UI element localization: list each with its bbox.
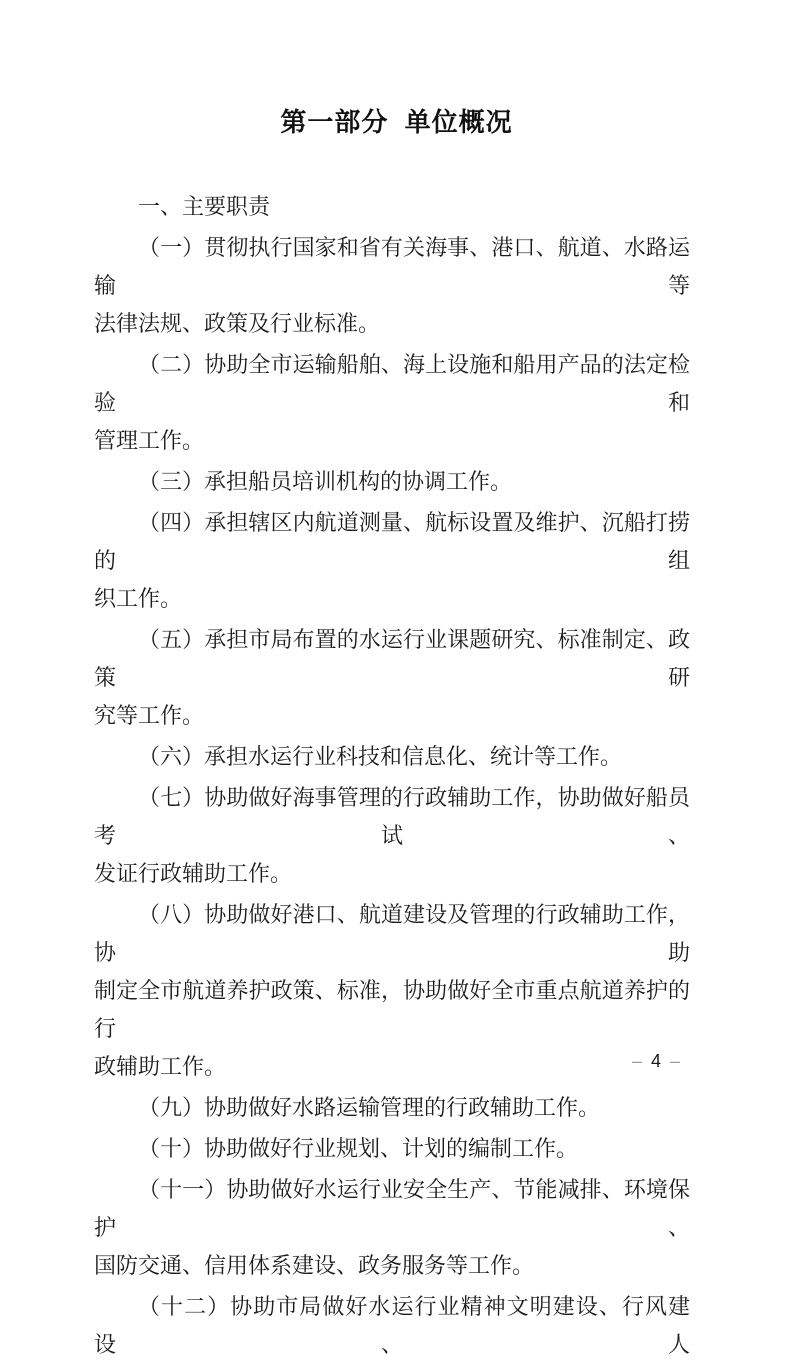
body-line: （一）贯彻执行国家和省有关海事、港口、航道、水路运输等 — [94, 235, 690, 298]
body-line: （三）承担船员培训机构的协调工作。 — [138, 469, 513, 494]
paragraph — [94, 779, 690, 893]
page-title: 第一部分 单位概况 — [280, 107, 513, 137]
body-line: （五）承担市局布置的水运行业课题研究、标准制定、政策研 — [94, 627, 690, 690]
body-line: （十二）协助市局做好水运行业精神文明建设、行风建设、人 — [94, 1294, 690, 1357]
paragraph — [94, 621, 690, 735]
body-line: （六）承担水运行业科技和信息化、统计等工作。 — [138, 744, 623, 769]
paragraph — [94, 504, 690, 618]
body-line: 国防交通、信用体系建设、政务服务等工作。 — [94, 1253, 535, 1278]
paragraph — [94, 1089, 690, 1127]
paragraph — [94, 896, 690, 1086]
body-line: 管理工作。 — [94, 428, 205, 453]
body-line: （十一）协助做好水运行业安全生产、节能减排、环境保护、 — [94, 1177, 690, 1240]
body-line: 法律法规、政策及行业标准。 — [94, 311, 381, 336]
body-line: （九）协助做好水路运输管理的行政辅助工作。 — [138, 1095, 601, 1120]
page-footer — [623, 1050, 689, 1072]
paragraph — [94, 1130, 690, 1168]
body-line: （二）协助全市运输船舶、海上设施和船用产品的法定检验和 — [94, 352, 690, 415]
footer-dash-left: – — [631, 1051, 642, 1071]
paragraph — [94, 463, 690, 501]
footer-dash-right: – — [669, 1051, 680, 1071]
body-line: （四）承担辖区内航道测量、航标设置及维护、沉船打捞的组 — [94, 510, 690, 573]
body-line: 究等工作。 — [94, 703, 205, 728]
body-line: （十）协助做好行业规划、计划的编制工作。 — [138, 1136, 579, 1161]
body-line: 政辅助工作。 — [94, 1054, 227, 1079]
page-number: 4 — [650, 1051, 661, 1071]
body-line: 制定全市航道养护政策、标准，协助做好全市重点航道养护的行 — [94, 978, 690, 1041]
body-line: 织工作。 — [94, 586, 183, 611]
paragraph — [94, 346, 690, 460]
paragraph — [94, 738, 690, 776]
body-line: （七）协助做好海事管理的行政辅助工作，协助做好船员考试、 — [94, 785, 690, 848]
paragraph — [94, 229, 690, 343]
paragraph — [94, 1171, 690, 1285]
body-line: （八）协助做好港口、航道建设及管理的行政辅助工作，协助 — [94, 902, 690, 965]
paragraph — [94, 1288, 690, 1364]
document-body — [94, 188, 690, 1364]
body-line: 发证行政辅助工作。 — [94, 861, 293, 886]
section-heading: 一、主要职责 — [138, 194, 271, 219]
